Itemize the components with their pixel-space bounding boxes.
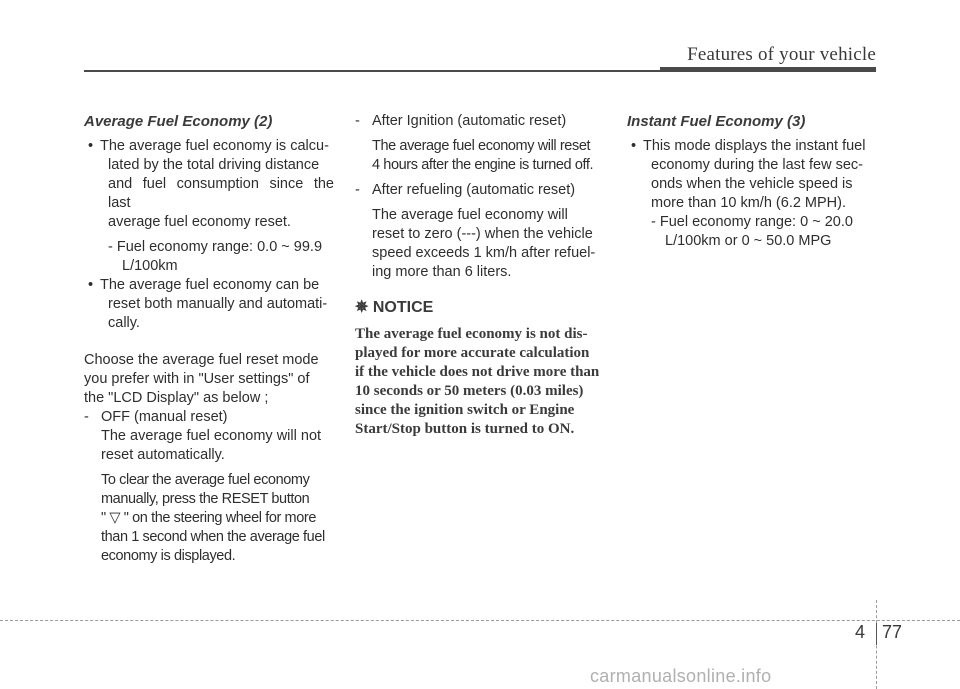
column-middle [355, 112, 605, 439]
column-left [84, 112, 334, 566]
column-right [627, 112, 879, 251]
footer-dashed-rule [0, 620, 960, 621]
section-title-average-fuel-economy: Average Fuel Economy (2) [84, 113, 273, 130]
after-ignition-reset: - After Ignition (automatic reset) The average fuel economy will reset 4 hours after the engine is turned off. [355, 112, 605, 175]
section-title-instant-fuel-economy: Instant Fuel Economy (3) [627, 113, 806, 130]
notice-heading: ✵ NOTICE [355, 299, 434, 316]
ignition-label: After Ignition (automatic reset) [372, 113, 567, 129]
off-manual-reset: - OFF (manual reset) The average fuel economy will not reset automatically. To clear the average fuel economy manually, press the RESET button " ▽ " on the steering wheel for more than 1 second when the average fuel economy is displayed. [84, 408, 334, 566]
refuel-label: After refueling (automatic reset) [372, 182, 576, 198]
bullet-average-calculation: • The average fuel economy is calcu- lated by the total driving distance and fuel consumption since the last average fuel economy reset. [84, 137, 334, 232]
notice-body: The average fuel economy is not dis- played for more accurate calculation if the vehicle does not drive more than 10 seconds or 50 meters (0.03 miles) since the ignition switch or Engine Start/Stop button is turned to ON. [355, 326, 600, 437]
header-rule-accent [660, 67, 876, 72]
page-header-title: Features of your vehicle [687, 44, 876, 65]
off-label: OFF (manual reset) [101, 409, 228, 425]
watermark: carmanualsonline.info [590, 666, 772, 686]
page-number: 77 [882, 622, 903, 642]
after-refueling-reset: - After refueling (automatic reset) The average fuel economy will reset to zero (---) when the vehicle speed exceeds 1 km/h after refuel- ing more than 6 liters. [355, 181, 605, 282]
reset-mode-instructions: Choose the average fuel reset mode you prefer with in "User settings" of the "LCD Display" as below ; [84, 352, 319, 406]
clear-instructions: To clear the average fuel economy manually, press the RESET button " ▽ " on the steering wheel for more than 1 second when the average fuel economy is displayed. [101, 472, 325, 564]
chapter-number: 4 [855, 622, 866, 642]
bullet-reset-modes: • The average fuel economy can be reset both manually and automati- cally. [84, 276, 334, 333]
page-number-separator [876, 623, 877, 645]
bullet-instant-mode: • This mode displays the instant fuel economy during the last few sec- onds when the vehicle speed is more than 10 km/h (6.2 MPH). [627, 137, 879, 213]
fuel-economy-range: - Fuel economy range: 0.0 ~ 99.9 L/100km [108, 239, 323, 274]
instant-fuel-range: - Fuel economy range: 0 ~ 20.0 L/100km or 0 ~ 50.0 MPG [651, 214, 853, 249]
